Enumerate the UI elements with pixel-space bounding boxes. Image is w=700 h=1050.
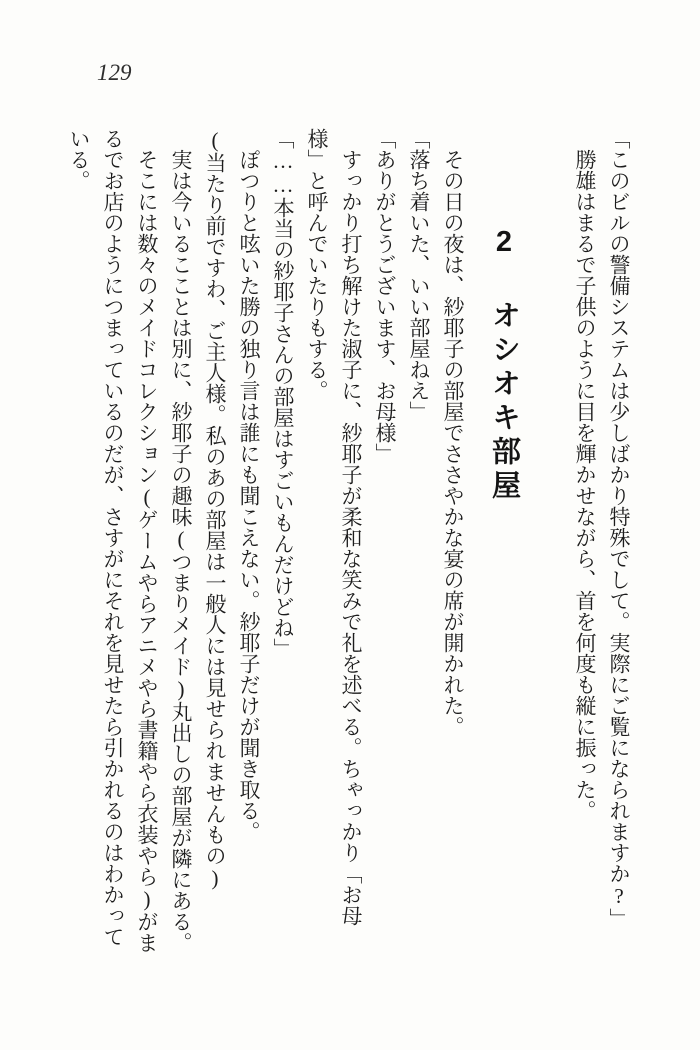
paragraph: 「……本当の紗耶子さんの部屋はすごいもんだけどね」: [271, 128, 295, 659]
paragraph: その日の夜は、紗耶子の部屋でささやかな宴の席が開かれた。: [441, 149, 465, 737]
paragraph: 勝雄はまるで子供のように目を輝かせながら、首を何度も縦に振った。: [573, 149, 597, 821]
vertical-text-body: [62, 128, 636, 956]
paragraph: 「落ち着いた、いい部屋ねえ」: [407, 128, 431, 422]
paragraph: すっかり打ち解けた淑子に、紗耶子が柔和な笑みで礼を述べる。ちゃっかり「お母様」と呼んでいたりもする。: [305, 128, 363, 926]
paragraph: そこには数々のメイドコレクション(ゲームやらアニメやら書籍やら衣装やら)がまるでお店のようにつまっているのだが、さすがにそれを見せたら引かれるのはわかっている。: [67, 128, 159, 953]
paragraph: 実は今いるこことは別に、紗耶子の趣味(つまりメイド)丸出しの部屋が隣にある。: [169, 149, 193, 953]
paragraph: (当たり前ですわ、ご主人様。私のあの部屋は一般人には見せられませんもの): [203, 128, 227, 890]
paragraph: 「ありがとうございます、お母様」: [373, 128, 397, 464]
paragraph: 「このビルの警備システムは少しばかり特殊でして。実際にご覧になられますか?」: [607, 128, 631, 929]
paragraph: ぽつりと呟いた勝の独り言は誰にも聞こえない。紗耶子だけが聞き取る。: [237, 149, 261, 842]
chapter-heading: 2 オシオキ部屋: [488, 226, 520, 504]
page-number: 129: [97, 60, 132, 85]
